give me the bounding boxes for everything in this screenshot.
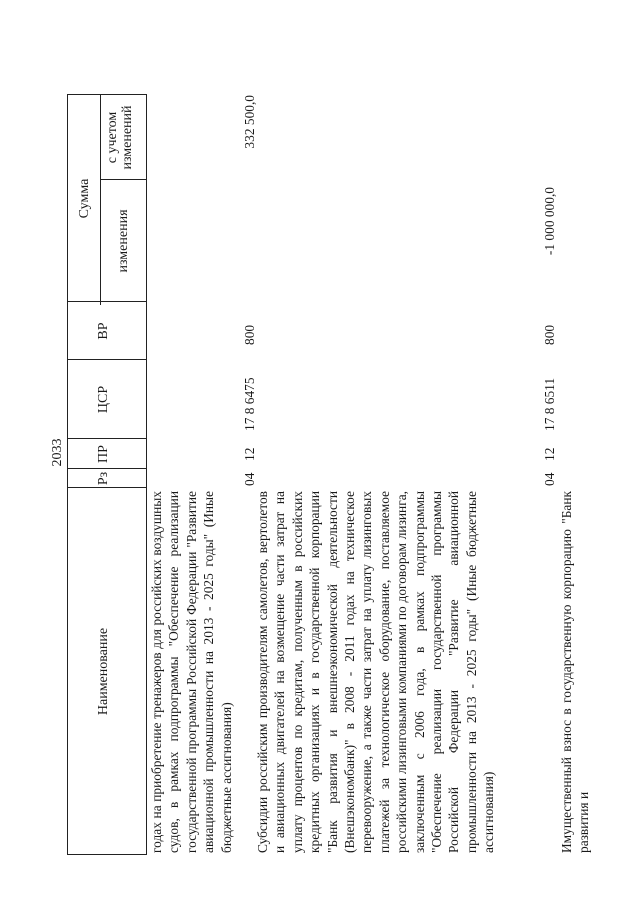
row2-changes: -1 000 000,0 bbox=[542, 187, 557, 256]
header-with-changes-line2: изменений bbox=[120, 105, 135, 170]
row2-name: Субсидии российским производителям самолетов, вертолетов и авиационных двигателей на возмещение части затрат на уплату процентов по кредитам, полученным в российских кредитных организациях и в государственной корпорации "Банк развития и внешнеэкономической деятельности (Внешэкономбанк)" в 2008 - 2011 годах на техническое перевооружение, а также части затрат на уплату лизинговых платежей за технологическое оборудование, поставляемое российскими лизинговыми компаниями по договорам лизинга, заключенным с 2006 года, в рамках подпрограммы "Обеспечение реализации государственной программы Российской Федерации "Развитие авиационной промышленности на 2013 - 2025 годы" (Иные бюджетные ассигнования) bbox=[255, 491, 497, 853]
table-top-border bbox=[67, 95, 68, 855]
row1-with-changes: 332 500,0 bbox=[242, 95, 257, 149]
page-number: 2033 bbox=[50, 438, 65, 467]
row2-csr: 17 8 6511 bbox=[542, 377, 557, 431]
row2-rz: 04 bbox=[542, 472, 557, 486]
row1-vr: 800 bbox=[242, 324, 257, 345]
header-csr: ЦСР bbox=[96, 385, 111, 414]
row2-pr: 12 bbox=[542, 447, 557, 461]
row2-vr: 800 bbox=[542, 324, 557, 345]
header-rz: Рз bbox=[96, 471, 111, 486]
header-name: Наименование bbox=[96, 627, 111, 716]
header-changes: изменения bbox=[116, 209, 131, 273]
row3-name: Имущественный взнос в государственную корпорацию "Банк развития и bbox=[559, 491, 592, 853]
row1-pr: 12 bbox=[242, 447, 257, 461]
row1-name: годах на приобретение тренажеров для российских воздушных судов, в рамках подпрограммы "Обеспечение реализации государственной программы Российской Федерации "Развитие авиационной промышленности на 2013 - 2025 годы" (Иные бюджетные ассигнования) bbox=[149, 491, 234, 853]
header-vr: ВР bbox=[96, 322, 111, 340]
row1-rz: 04 bbox=[242, 472, 257, 486]
header-with-changes-line1: с учетом bbox=[105, 111, 120, 164]
header-with-changes bbox=[105, 95, 135, 180]
row1-csr: 17 8 6475 bbox=[242, 377, 257, 431]
header-bottom-border bbox=[146, 95, 147, 855]
header-sum: Сумма bbox=[77, 178, 92, 219]
header-pr: ПР bbox=[96, 445, 111, 463]
sum-header-divider bbox=[100, 95, 101, 305]
